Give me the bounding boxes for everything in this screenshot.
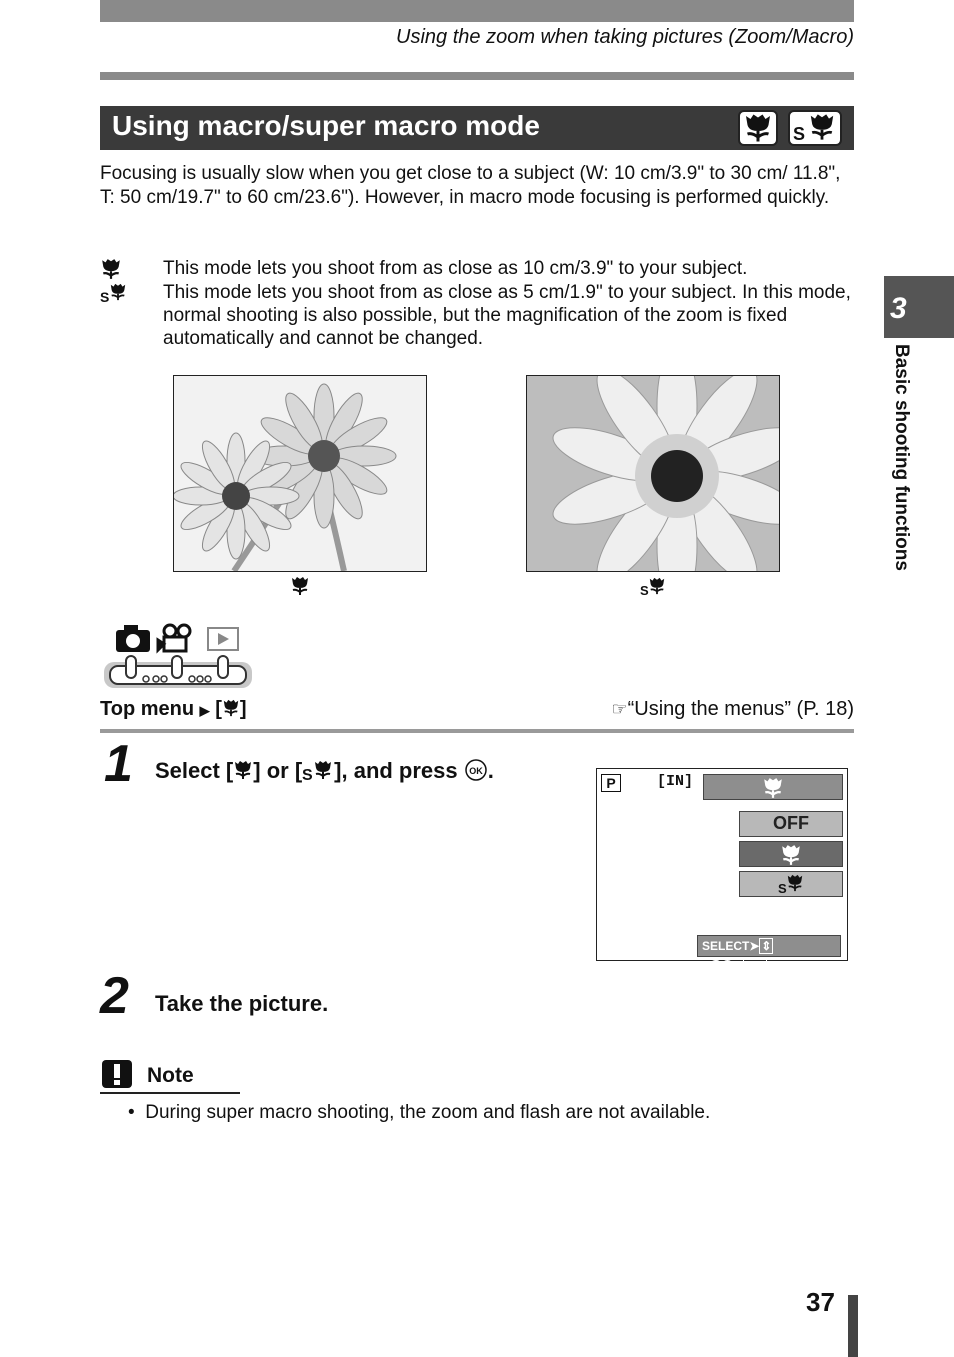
macro-icon [738, 110, 778, 146]
section-title: Using macro/super macro mode [112, 110, 540, 141]
svg-text:S: S [793, 124, 806, 144]
chapter-label: Basic shooting functions [891, 344, 912, 571]
macro-description: This mode lets you shoot from as close as 10 cm/3.9" to your subject. [163, 258, 748, 279]
macro-caption-icon [290, 576, 320, 596]
option-off[interactable]: OFF [739, 811, 843, 837]
running-header: Using the zoom when taking pictures (Zoom/Macro) [396, 26, 854, 48]
note-item: • During super macro shooting, the zoom and flash are not available. [128, 1102, 711, 1123]
movie-icon [158, 625, 190, 651]
step-2-text: Take the picture. [155, 991, 329, 1016]
super-macro-description: This mode lets you shoot from as close as 5 cm/1.9" to your subject. In this mode, normal shooting is also possible, but the magnification of the zoom is fixed automatically and cannot be changed. [163, 282, 851, 349]
page-number: 37 [806, 1287, 835, 1317]
camera-lcd-screen [596, 768, 848, 974]
super-macro-icon [788, 110, 842, 146]
playback-icon [208, 628, 238, 650]
lcd-footer-help: SELECT➤ ⇕ GO➤ OK [697, 935, 841, 957]
menu-reference [611, 698, 854, 721]
exclamation-icon [102, 1060, 132, 1088]
macro-sample-photo [173, 375, 427, 572]
arrow-right-icon: ➤ [749, 939, 760, 953]
menu-path-prefix: Top menu [100, 698, 195, 720]
reference-hand-icon: ☞ [611, 699, 628, 719]
intro-paragraph: Focusing is usually slow when you get close to a subject (W: 10 cm/3.9" to 30 cm/ 11.8", T: 50 cm/19.7" to 60 cm/23.6"). However, in macro mode focusing is performed quickly. [100, 163, 841, 208]
header-rule [100, 72, 854, 80]
step-number: 2 [100, 967, 129, 1025]
ok-button-icon [464, 758, 488, 782]
triangle-right-icon: ▶ [199, 703, 210, 718]
ok-icon: OK [743, 958, 767, 974]
section-title-bar [100, 106, 854, 150]
option-super-macro[interactable] [739, 871, 843, 897]
menu-header-macro [703, 774, 843, 800]
option-macro[interactable] [739, 841, 843, 867]
super-macro-caption-icon [640, 576, 670, 596]
svg-text:S: S [778, 881, 787, 896]
macro-icon [222, 699, 240, 717]
menu-rule [100, 729, 854, 733]
step-1-text: Select [ ] or [ S ], and press OK . [155, 758, 494, 783]
internal-memory-indicator: [IN] [657, 773, 694, 790]
arrow-right-icon: ➤ [733, 959, 744, 973]
page-marker-bar [848, 1295, 858, 1357]
super-macro-icon [100, 281, 128, 311]
mode-dial-indicator [102, 622, 254, 695]
svg-text:S: S [640, 583, 649, 598]
camera-icon [116, 625, 150, 652]
super-macro-icon [302, 760, 334, 782]
svg-text:S: S [302, 767, 313, 782]
macro-icon [233, 760, 253, 780]
program-mode-indicator: P [601, 774, 621, 792]
svg-text:OK: OK [469, 766, 483, 776]
bullet-dot: • [128, 1102, 135, 1123]
chapter-tab [884, 276, 954, 338]
note-title: Note [147, 1064, 194, 1087]
super-macro-sample-photo [526, 375, 780, 572]
step-number: 1 [104, 735, 133, 793]
header-bar [100, 0, 854, 22]
menu-reference-text: “Using the menus” (P. 18) [627, 698, 854, 720]
chapter-number: 3 [890, 292, 907, 325]
svg-text:S: S [100, 289, 110, 305]
up-down-arrow-icon: ⇕ [761, 939, 772, 953]
menu-path: Top menu ▶ [ ] [100, 698, 247, 720]
note-header [100, 1060, 240, 1094]
